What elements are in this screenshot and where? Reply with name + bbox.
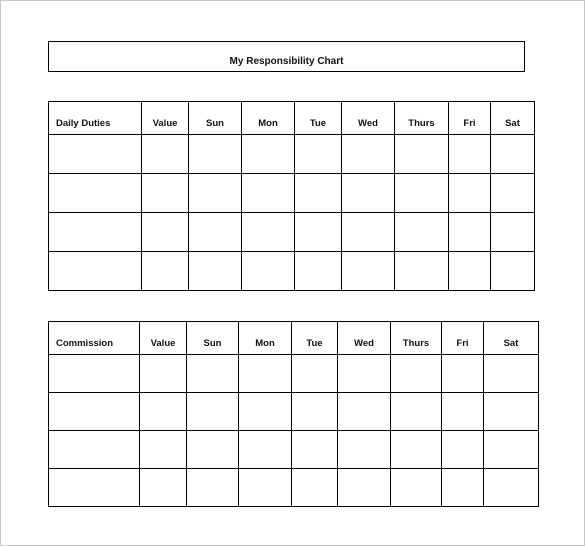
header-wed: Wed: [342, 102, 395, 135]
table-cell[interactable]: [49, 469, 140, 507]
header-sun: Sun: [189, 102, 242, 135]
table-cell[interactable]: [391, 393, 442, 431]
table-row: [49, 135, 535, 174]
table-cell[interactable]: [242, 135, 295, 174]
table-cell[interactable]: [395, 135, 449, 174]
table-cell[interactable]: [484, 469, 539, 507]
header-wed: Wed: [338, 322, 391, 355]
table-cell[interactable]: [442, 469, 484, 507]
table-cell[interactable]: [491, 213, 535, 252]
table-cell[interactable]: [187, 469, 239, 507]
table-cell[interactable]: [484, 431, 539, 469]
table-cell[interactable]: [442, 393, 484, 431]
table-cell[interactable]: [295, 213, 342, 252]
header-daily-duties: Daily Duties: [49, 102, 142, 135]
table-cell[interactable]: [189, 174, 242, 213]
table-cell[interactable]: [491, 174, 535, 213]
daily-duties-table: [48, 101, 535, 291]
table-cell[interactable]: [338, 355, 391, 393]
table-cell[interactable]: [295, 135, 342, 174]
header-mon: Mon: [242, 102, 295, 135]
table-cell[interactable]: [140, 393, 187, 431]
table-cell[interactable]: [449, 213, 491, 252]
table-cell[interactable]: [342, 174, 395, 213]
table-cell[interactable]: [338, 469, 391, 507]
header-thurs: Thurs: [391, 322, 442, 355]
table-cell[interactable]: [49, 393, 140, 431]
table-cell[interactable]: [391, 355, 442, 393]
table-cell[interactable]: [292, 469, 338, 507]
table-cell[interactable]: [395, 174, 449, 213]
table-cell[interactable]: [187, 355, 239, 393]
table-row: [49, 252, 535, 291]
table-row: [49, 174, 535, 213]
table-cell[interactable]: [449, 135, 491, 174]
header-sat: Sat: [484, 322, 539, 355]
table-cell[interactable]: [239, 469, 292, 507]
table-cell[interactable]: [449, 174, 491, 213]
table-cell[interactable]: [239, 431, 292, 469]
header-fri: Fri: [442, 322, 484, 355]
table-cell[interactable]: [342, 135, 395, 174]
table-cell[interactable]: [338, 393, 391, 431]
commission-header-row: [49, 322, 539, 355]
daily-header-row: [49, 102, 535, 135]
header-tue: Tue: [295, 102, 342, 135]
header-mon: Mon: [239, 322, 292, 355]
table-cell[interactable]: [292, 393, 338, 431]
table-row: [49, 393, 539, 431]
title-box: [48, 41, 525, 72]
table-row: [49, 431, 539, 469]
table-cell[interactable]: [338, 431, 391, 469]
table-cell[interactable]: [295, 174, 342, 213]
table-cell[interactable]: [49, 355, 140, 393]
chart-title: My Responsibility Chart: [229, 56, 344, 67]
table-cell[interactable]: [142, 174, 189, 213]
table-cell[interactable]: [295, 252, 342, 291]
table-cell[interactable]: [342, 213, 395, 252]
table-cell[interactable]: [442, 431, 484, 469]
table-row: [49, 213, 535, 252]
table-cell[interactable]: [189, 213, 242, 252]
table-cell[interactable]: [239, 355, 292, 393]
table-cell[interactable]: [189, 252, 242, 291]
header-commission: Commission: [49, 322, 140, 355]
table-cell[interactable]: [292, 431, 338, 469]
header-value: Value: [142, 102, 189, 135]
header-sat: Sat: [491, 102, 535, 135]
table-cell[interactable]: [242, 252, 295, 291]
table-cell[interactable]: [140, 469, 187, 507]
table-cell[interactable]: [49, 252, 142, 291]
table-cell[interactable]: [395, 213, 449, 252]
table-cell[interactable]: [142, 252, 189, 291]
table-cell[interactable]: [491, 252, 535, 291]
header-value: Value: [140, 322, 187, 355]
table-cell[interactable]: [342, 252, 395, 291]
table-cell[interactable]: [449, 252, 491, 291]
table-cell[interactable]: [239, 393, 292, 431]
table-cell[interactable]: [491, 135, 535, 174]
table-cell[interactable]: [49, 174, 142, 213]
table-cell[interactable]: [189, 135, 242, 174]
table-cell[interactable]: [140, 355, 187, 393]
table-cell[interactable]: [242, 213, 295, 252]
table-cell[interactable]: [140, 431, 187, 469]
table-cell[interactable]: [49, 213, 142, 252]
header-fri: Fri: [449, 102, 491, 135]
table-cell[interactable]: [484, 355, 539, 393]
table-cell[interactable]: [142, 213, 189, 252]
table-cell[interactable]: [187, 393, 239, 431]
table-cell[interactable]: [242, 174, 295, 213]
table-cell[interactable]: [484, 393, 539, 431]
header-thurs: Thurs: [395, 102, 449, 135]
table-cell[interactable]: [391, 431, 442, 469]
table-row: [49, 469, 539, 507]
table-cell[interactable]: [391, 469, 442, 507]
table-cell[interactable]: [187, 431, 239, 469]
header-sun: Sun: [187, 322, 239, 355]
header-tue: Tue: [292, 322, 338, 355]
table-row: [49, 355, 539, 393]
table-cell[interactable]: [442, 355, 484, 393]
table-cell[interactable]: [142, 135, 189, 174]
table-cell[interactable]: [395, 252, 449, 291]
table-cell[interactable]: [49, 431, 140, 469]
table-cell[interactable]: [292, 355, 338, 393]
commission-table: [48, 321, 539, 507]
table-cell[interactable]: [49, 135, 142, 174]
